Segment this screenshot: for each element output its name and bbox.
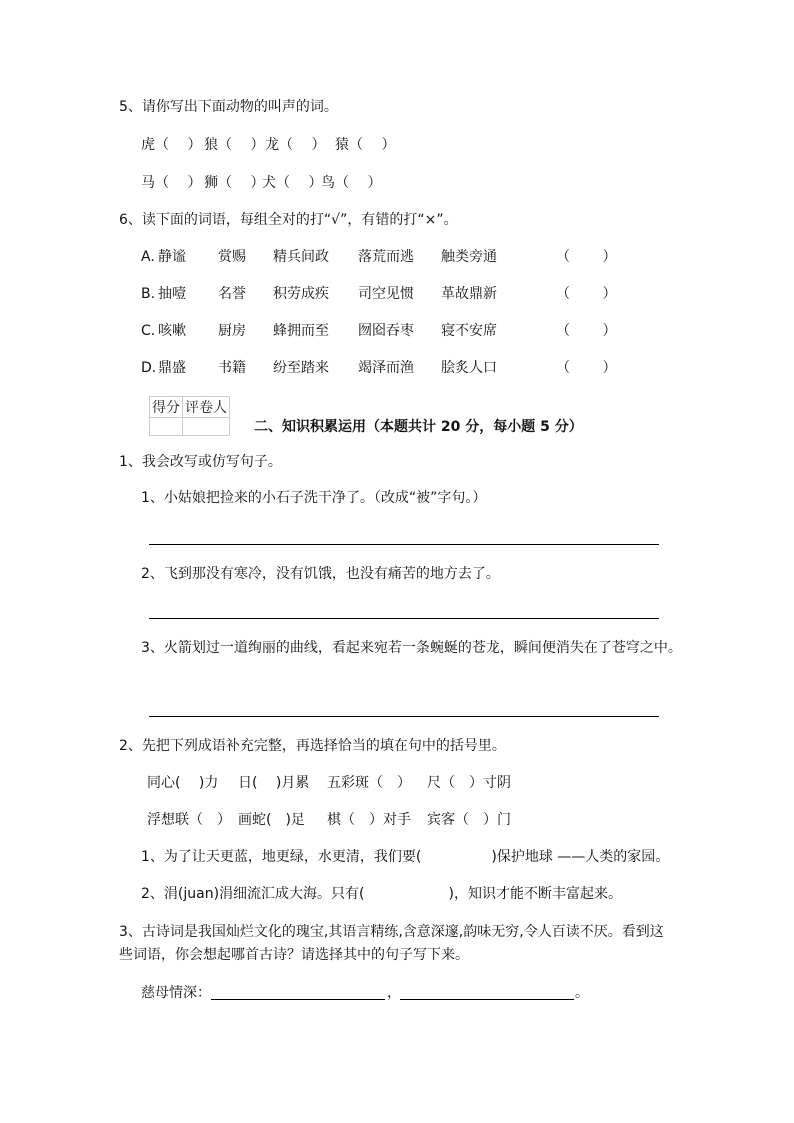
grader-label: 评卷人 [183,397,230,418]
q5-item: 鸟（ ） [321,175,382,191]
answer-blank: （ ） [556,323,617,339]
idiom: 同心( )力 [147,775,219,791]
grader-cell[interactable] [183,418,230,436]
word: 蜂拥而至 [273,323,329,339]
score-label: 得分 [150,397,183,418]
word: 静谧 [158,249,186,265]
section-heading: 二、知识积累运用（本题共计 20 分，每小题 5 分） [254,419,583,435]
idiom: 五彩斑（ ） [327,775,411,791]
word: 寝不安席 [441,323,497,339]
word: 竭泽而渔 [358,360,414,376]
idiom: 尺（ ）寸阴 [427,775,511,791]
answer-blank: （ ） [556,360,617,376]
word: 名誉 [218,286,246,302]
word: 革故鼎新 [441,286,497,302]
comma: ， [387,985,401,1001]
idiom: 宾客（ ）门 [427,812,511,828]
word: 脍炙人口 [441,360,497,376]
row-label: B. [141,286,156,302]
idiom: 浮想联（ ） [147,812,231,828]
row-label: D. [141,360,157,376]
fill-sentence: 1、为了让天更蓝，地更绿，水更清，我们要( )保护地球 ——人类的家园。 [141,849,670,865]
poem-prompt: 慈母情深： [141,985,211,1001]
score-box [149,396,230,436]
idiom: 画蛇( )足 [238,812,305,828]
rewrite-item: 1、小姑娘把捡来的小石子洗干净了。（改成“被”字句。） [141,490,487,506]
rewrite-item: 3、火箭划过一道绚丽的曲线，看起来宛若一条蜿蜒的苍龙，瞬间便消失在了苍穹之中。 [141,640,682,656]
word: 厨房 [218,323,246,339]
period: 。 [575,985,589,1001]
answer-line[interactable] [149,618,659,619]
row-label: A. [141,249,155,265]
part3-line: 3、古诗词是我国灿烂文化的瑰宝,其语言精练,含意深邃,韵味无穷,令人百读不厌。看到这 [119,924,664,940]
word: 司空见惯 [358,286,414,302]
word: 书籍 [218,360,246,376]
word: 落荒而逃 [358,249,414,265]
word: 咳嗽 [158,323,186,339]
word: 鼎盛 [158,360,186,376]
idiom: 棋（ ）对手 [327,812,411,828]
part2-title: 2、先把下列成语补充完整，再选择恰当的填在句中的括号里。 [119,738,506,754]
fill-sentence: 2、涓(juan)涓细流汇成大海。只有( )，知识才能不断丰富起来。 [141,886,622,902]
word: 积劳成疾 [273,286,329,302]
answer-line[interactable] [149,716,659,717]
part1-title: 1、我会改写或仿写句子。 [119,454,282,470]
word: 触类旁通 [441,249,497,265]
word: 精兵间政 [273,249,329,265]
q5-item: 狼（ ） [204,137,265,153]
q5-item: 犬（ ） [262,175,323,191]
word: 抽噎 [158,286,186,302]
word: 纷至踏来 [273,360,329,376]
answer-blank: （ ） [556,249,617,265]
rewrite-item: 2、飞到那没有寒冷，没有饥饿，也没有痛苦的地方去了。 [141,566,500,582]
idiom: 日( )月累 [238,775,310,791]
q5-item: 狮（ ） [204,175,265,191]
row-label: C. [141,323,156,339]
answer-blank: （ ） [556,286,617,302]
part3-line: 些词语，你会想起哪首古诗？请选择其中的句子写下来。 [119,947,469,963]
q5-title: 5、请你写出下面动物的叫声的词。 [119,99,338,115]
q6-title: 6、读下面的词语，每组全对的打“√”，有错的打“×”。 [119,212,458,228]
q5-item: 猿（ ） [335,137,396,153]
poem-line-1[interactable] [211,999,385,1000]
poem-line-2[interactable] [400,999,574,1000]
word: 赏赐 [218,249,246,265]
word: 囫囵吞枣 [358,323,414,339]
q5-item: 马（ ） [141,175,202,191]
score-cell[interactable] [150,418,183,436]
q5-item: 虎（ ） [141,137,202,153]
answer-line[interactable] [149,544,659,545]
q5-item: 龙（ ） [265,137,326,153]
